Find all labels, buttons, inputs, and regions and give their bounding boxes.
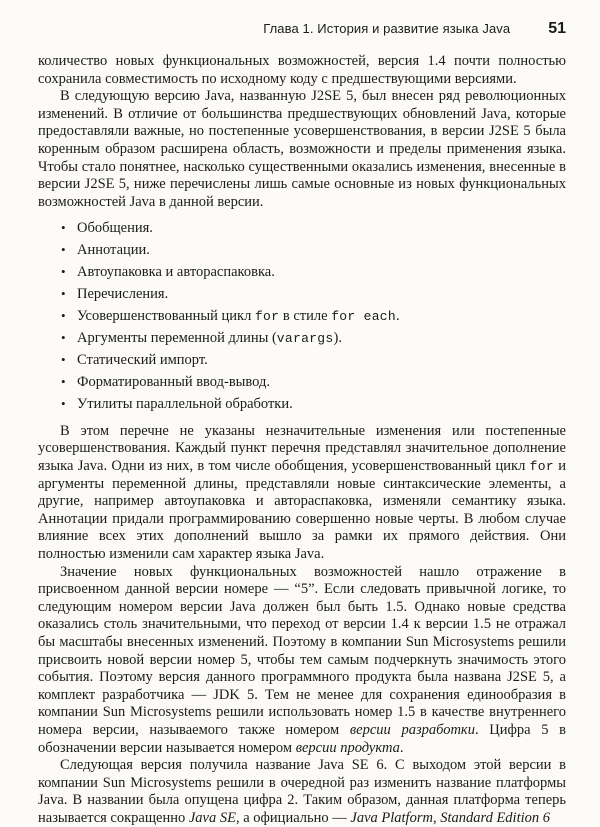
list-item-text <box>77 242 566 260</box>
bullet-icon: • <box>61 242 66 258</box>
text-run: Значение новых функциональных возможностей нашло отражение в присвоенном данной версии номере — “5”. Если следовать привычной логике, то следующим номером версии Java должен был быть 1.5. Однако новые средства оказались столь значительными, что переход от версии 1.4 к версии 1.5 не отражал бы масштабы внесенных изменений. Поэтому в компании Sun Microsystems решили присвоить новой версии номер 5, чтобы тем самым подчеркнуть значимость этого события. Поэтому версия данного программного продукта была названа J2SE 5, а комплект разработчика — JDK 5. Тем не менее для сохранения единообразия в компании Sun Microsystems решили использовать номер 1.5 в качестве внутреннего номера версии, называемого также номером <box>38 563 566 738</box>
list-item-text <box>77 352 566 370</box>
list-item <box>38 307 566 326</box>
bullet-icon: • <box>61 396 66 412</box>
text-run: Автоупаковка и автораспаковка. <box>77 264 275 281</box>
text-run: в стиле <box>279 308 332 325</box>
list-item-text <box>77 264 566 282</box>
list-item-text <box>77 330 566 348</box>
paragraph <box>38 757 566 827</box>
text-run: Аннотации. <box>77 242 150 259</box>
list-item <box>38 219 566 238</box>
text-run: Следующая версия получила название Java SE 6. С выходом этой версии в компании Sun Microsystems решили в очередной раз изменить название платформы Java. В названии была опущена цифра 2. Таким образом, данная платформа теперь называется сокращенно <box>38 757 566 826</box>
list-item-text <box>77 396 566 414</box>
list-item-text <box>77 374 566 392</box>
code-term: for <box>254 309 280 325</box>
code-term: varargs <box>276 331 334 347</box>
paragraph <box>38 423 566 564</box>
code-term: for <box>529 459 554 474</box>
page-number: 51 <box>548 20 566 37</box>
text-run: ). <box>333 330 342 347</box>
text-run: , а официально — <box>235 809 351 826</box>
bullet-icon: • <box>61 308 66 324</box>
emphasized-text: версии разработки <box>349 721 475 738</box>
text-run: Усовершенствованный цикл <box>77 308 255 325</box>
bullet-icon: • <box>61 220 66 236</box>
paragraph <box>38 564 566 758</box>
page-body <box>38 53 566 827</box>
text-run: и аргументы переменной длины, представляли новые синтаксические элементы, а другие, например автоупаковка и автораспаковка, изменяли семантику языка. Аннотации придали программированию совершенно новые черты. В любом случае влияние всех этих дополнений вышло за рамки их прямого действия. Они полностью изменили сам характер языка Java. <box>38 458 567 562</box>
bullet-icon: • <box>61 330 66 346</box>
list-item-text <box>77 286 566 304</box>
paragraph <box>38 53 566 88</box>
text-run: Форматированный ввод-вывод. <box>77 374 271 391</box>
emphasized-text: версии продукта <box>295 739 400 756</box>
feature-list <box>38 219 566 413</box>
list-item <box>38 263 566 282</box>
text-run: . <box>399 739 404 756</box>
bullet-icon: • <box>61 264 66 280</box>
list-item <box>38 351 566 370</box>
code-term: for each <box>331 309 397 325</box>
list-item <box>38 329 566 348</box>
text-run: Аргументы переменной длины ( <box>77 330 277 347</box>
chapter-title: Глава 1. История и развитие языка Java <box>263 21 511 36</box>
bullet-icon: • <box>61 352 66 368</box>
text-run: Статический импорт. <box>77 352 208 369</box>
bullet-icon: • <box>61 286 66 302</box>
emphasized-text: Java SE <box>188 809 236 826</box>
text-run: . <box>396 308 400 325</box>
list-item <box>38 373 566 392</box>
list-item <box>38 241 566 260</box>
list-item-text <box>77 308 566 326</box>
text-run: Обобщения. <box>77 220 153 237</box>
list-item <box>38 285 566 304</box>
list-item <box>38 395 566 414</box>
bullet-icon: • <box>61 374 66 390</box>
text-run: . Цифра 5 в обозначении версии называется номером <box>38 721 567 756</box>
text-run: количество новых функциональных возможностей, версия 1.4 почти полностью сохранила совместимость по исходному коду с предшествующими версиями. <box>38 53 566 87</box>
text-run: В этом перечне не указаны незначительные изменения или постепенные усовершенствования. Каждый пункт перечня представлял значительное дополнение языка Java. Одни из них, в том числе обобщения, усовершенствованный цикл <box>38 422 566 474</box>
paragraph <box>38 88 566 211</box>
text-run: В следующую версию Java, названную J2SE 5, был внесен ряд революционных изменений. В отличие от большинства предшествующих обновлений Java, которые предоставляли важные, но постепенные усовершенствования, в версии J2SE 5 была коренным образом расширена область, возможности и пределы применения языка. Чтобы стало понятнее, насколько существенными оказались изменения, внесенные в версии J2SE 5, ниже перечислены лишь самые основные из новых функциональных возможностей Java в данной версии. <box>38 88 566 210</box>
text-run: Утилиты параллельной обработки. <box>77 396 293 413</box>
text-run: Перечисления. <box>77 286 169 303</box>
list-item-text <box>77 220 566 238</box>
running-head <box>38 20 566 38</box>
emphasized-text: Java Platform, Standard Edition 6 <box>350 809 551 826</box>
